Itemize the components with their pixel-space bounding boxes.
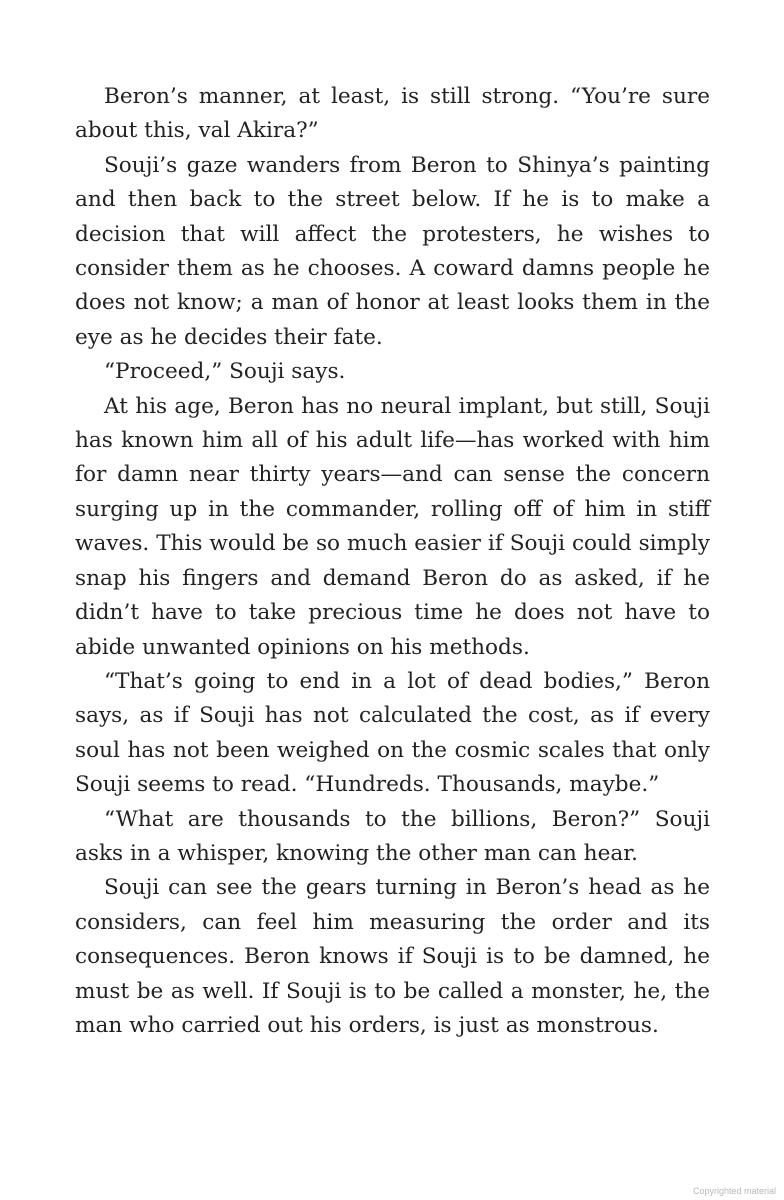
book-page-text: [75, 80, 710, 1043]
paragraph: Beron’s manner, at least, is still strong. “You’re sure about this, val Akira?”: [75, 84, 710, 144]
paragraph: “Proceed,” Souji says.: [104, 359, 346, 385]
paragraph: “What are thousands to the billions, Beron?” Souji asks in a whisper, knowing the other man can hear.: [75, 806, 710, 866]
paragraph: Souji’s gaze wanders from Beron to Shinya’s painting and then back to the street below. If he is to make a decision that will affect the protesters, he wishes to consider them as he chooses. A coward damns people he does not know; a man of honor at least looks them in the eye as he decides their fate.: [75, 152, 710, 350]
copyright-watermark: Copyrighted material: [692, 1186, 776, 1196]
paragraph: “That’s going to end in a lot of dead bodies,” Beron says, as if Souji has not calculated the cost, as if every soul has not been weighed on the cosmic scales that only Souji seems to read. “Hundreds. Thousands, maybe.”: [75, 668, 710, 798]
paragraph: At his age, Beron has no neural implant, but still, Souji has known him all of his adult life—has worked with him for damn near thirty years—and can sense the concern surging up in the commander, rolling off of him in stiff waves. This would be so much easier if Souji could simply snap his fingers and demand Beron do as asked, if he didn’t have to take precious time he does not have to abide unwanted opinions on his methods.: [75, 393, 710, 660]
paragraph: Souji can see the gears turning in Beron’s head as he considers, can feel him measuring the order and its consequences. Beron knows if Souji is to be damned, he must be as well. If Souji is to be called a monster, he, the man who carried out his orders, is just as monstrous.: [75, 875, 710, 1038]
